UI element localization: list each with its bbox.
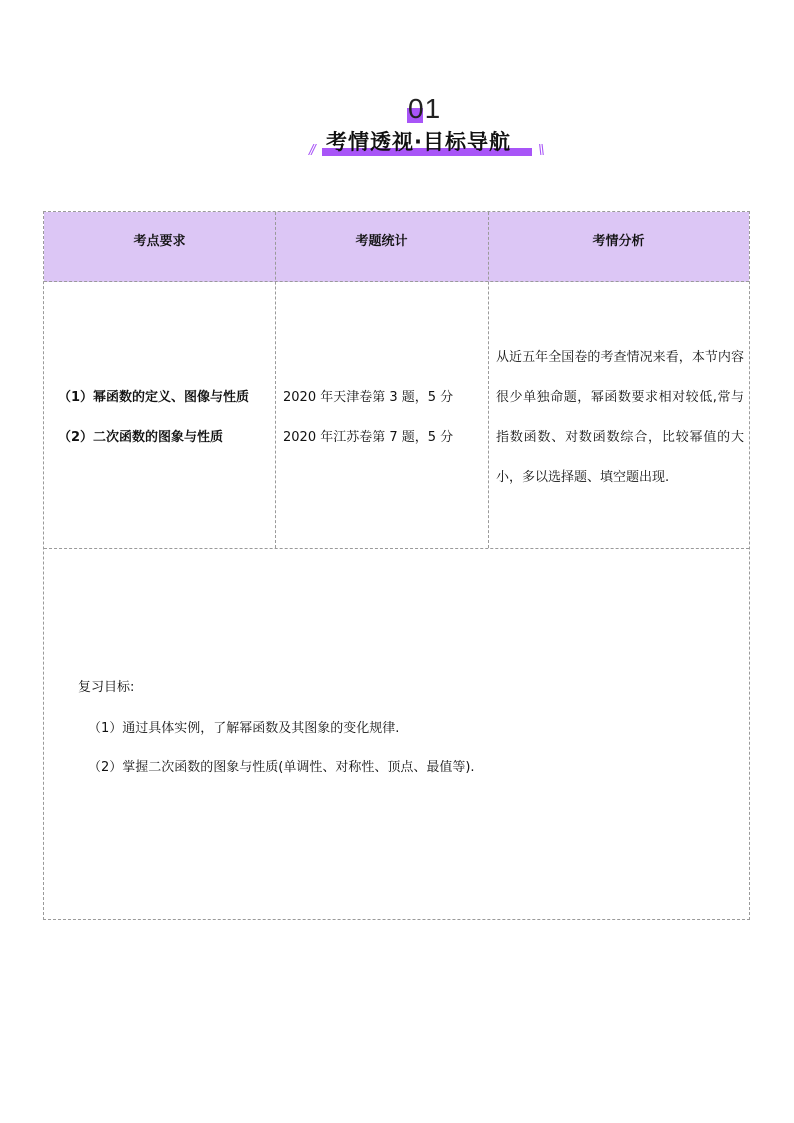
requirement-item: （2）二次函数的图象与性质 [58,430,224,445]
section-number: 01 [408,93,442,124]
analysis-cell: 从近五年全国卷的考查情况来看，本节内容很少单独命题，幂函数要求相对较低,常与指数函数、对数函数综合，比较幂值的大小，多以选择题、填空题出现. [496,350,744,485]
header-statistics: 考题统计 [355,234,408,249]
requirements-cell [58,378,270,458]
right-decoration: \\ [538,143,543,158]
requirement-item: （1）幂函数的定义、图像与性质 [58,390,250,405]
column-divider [275,212,276,548]
header-requirements: 考点要求 [133,234,186,249]
row-divider [44,548,749,549]
header-analysis: 考情分析 [592,234,645,249]
exam-analysis-table [43,211,750,920]
review-goal-item: （2）掌握二次函数的图象与性质(单调性、对称性、顶点、最值等). [88,760,475,775]
section-title: 考情透视·目标导航 [326,130,511,154]
statistic-item: 2020 年天津卷第 3 题，5 分 [283,390,454,405]
left-decoration: // [309,143,314,158]
section-heading [0,92,794,162]
review-goal-item: （1）通过具体实例，了解幂函数及其图象的变化规律. [88,721,400,736]
statistics-cell [283,378,483,458]
review-goals-title: 复习目标: [78,680,135,695]
column-divider [488,212,489,548]
statistic-item: 2020 年江苏卷第 7 题，5 分 [283,430,454,445]
table-header-row [44,212,749,282]
